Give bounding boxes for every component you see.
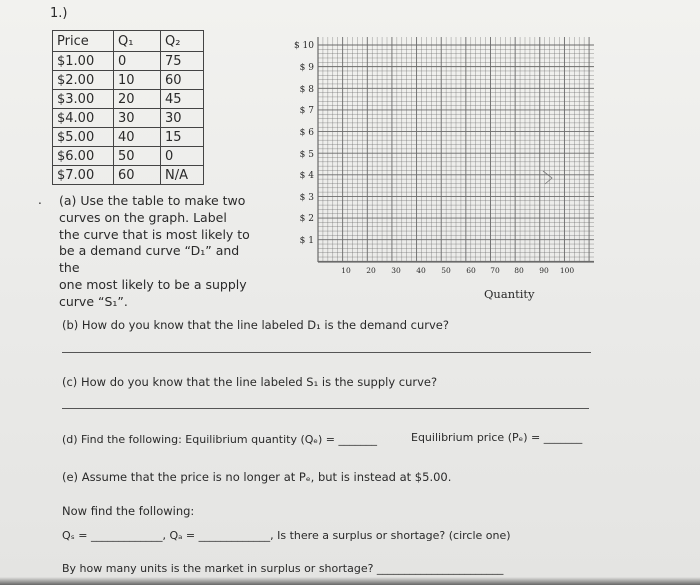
table-cell: 40 [114, 128, 161, 147]
table-cell: 20 [114, 90, 161, 109]
bottom-shadow [0, 577, 700, 585]
table-cell: $2.00 [53, 71, 114, 90]
table-cell: 60 [114, 166, 161, 185]
part-b-question: (b) How do you know that the line labeled D₁ is the demand curve? [62, 318, 449, 332]
x-tick-label: 60 [466, 266, 476, 275]
surplus-units-line: By how many units is the market in surplus or shortage? _______________________ [62, 562, 504, 575]
table-cell: 50 [114, 147, 161, 166]
pen-mark [543, 171, 552, 184]
y-tick-label: $ 3 [299, 193, 314, 203]
x-tick-label: 20 [366, 266, 376, 275]
x-tick-label: 50 [441, 266, 451, 275]
x-tick-label: 40 [416, 266, 426, 275]
x-tick-label: 10 [341, 266, 351, 275]
part-d-equilibrium-price: Equilibrium price (Pₑ) = _______ [411, 431, 583, 444]
table-cell: 0 [114, 52, 161, 71]
table-cell: $6.00 [53, 147, 114, 166]
table-cell: $5.00 [53, 128, 114, 147]
y-tick-label: $ 1 [299, 236, 314, 246]
table-cell: 15 [161, 128, 204, 147]
table-cell: N/A [161, 166, 204, 185]
table-cell: 60 [161, 71, 204, 90]
part-d-equilibrium-quantity: (d) Find the following: Equilibrium quantity (Qₑ) = _______ [62, 433, 378, 446]
x-tick-label: 30 [391, 266, 401, 275]
x-tick-label: 90 [539, 266, 549, 275]
question-number: 1.) [50, 6, 68, 21]
table-cell: $4.00 [53, 109, 114, 128]
part-a-line: curve “S₁”. [59, 293, 128, 309]
y-tick-label: $ 6 [299, 128, 314, 138]
part-e-question: (e) Assume that the price is no longer at Pₑ, but is instead at $5.00. [62, 470, 452, 484]
table-cell: $1.00 [53, 52, 114, 71]
now-find-heading: Now find the following: [62, 504, 195, 518]
table-header-q2: Q₂ [161, 31, 204, 52]
part-a-line: (a) Use the table to make two [59, 193, 246, 208]
x-tick-label: 70 [490, 266, 500, 275]
x-tick-label: 80 [514, 266, 524, 275]
answer-line-c [62, 408, 589, 409]
y-tick-label: $ 5 [299, 150, 314, 160]
table-cell: 30 [114, 109, 161, 128]
bullet-mark: . [38, 193, 42, 207]
y-tick-label: $ 4 [299, 171, 314, 181]
part-a-line: curves on the graph. Label [59, 209, 227, 225]
x-tick-label: 100 [559, 266, 575, 275]
quantities-line: Qₛ = _____________, Qₐ = _____________, Is there a surplus or shortage? (circle one) [62, 529, 511, 542]
y-tick-label: $ 7 [299, 106, 314, 116]
table-cell: $7.00 [53, 166, 114, 185]
table-header-price: Price [53, 31, 114, 52]
table-header-q1: Q₁ [114, 31, 161, 52]
table-cell: 30 [161, 109, 204, 128]
table-cell: 75 [161, 52, 204, 71]
part-a-line: one most likely to be a supply [59, 276, 247, 292]
table-cell: $3.00 [53, 90, 114, 109]
answer-line-b [62, 352, 591, 353]
table-cell: 0 [161, 147, 204, 166]
table-cell: 10 [114, 71, 161, 90]
part-c-question: (c) How do you know that the line labeled S₁ is the supply curve? [62, 375, 438, 389]
part-a-line: the curve that is most likely to [59, 226, 250, 242]
part-a-line: be a demand curve “D₁” and the [59, 243, 240, 276]
table-cell: 45 [161, 90, 204, 109]
y-tick-label: $ 2 [299, 214, 314, 224]
y-tick-label: $ 8 [299, 85, 314, 95]
y-tick-label: $ 9 [299, 63, 314, 73]
x-axis-label: Quantity [484, 287, 535, 301]
y-tick-label: $ 10 [293, 41, 314, 51]
